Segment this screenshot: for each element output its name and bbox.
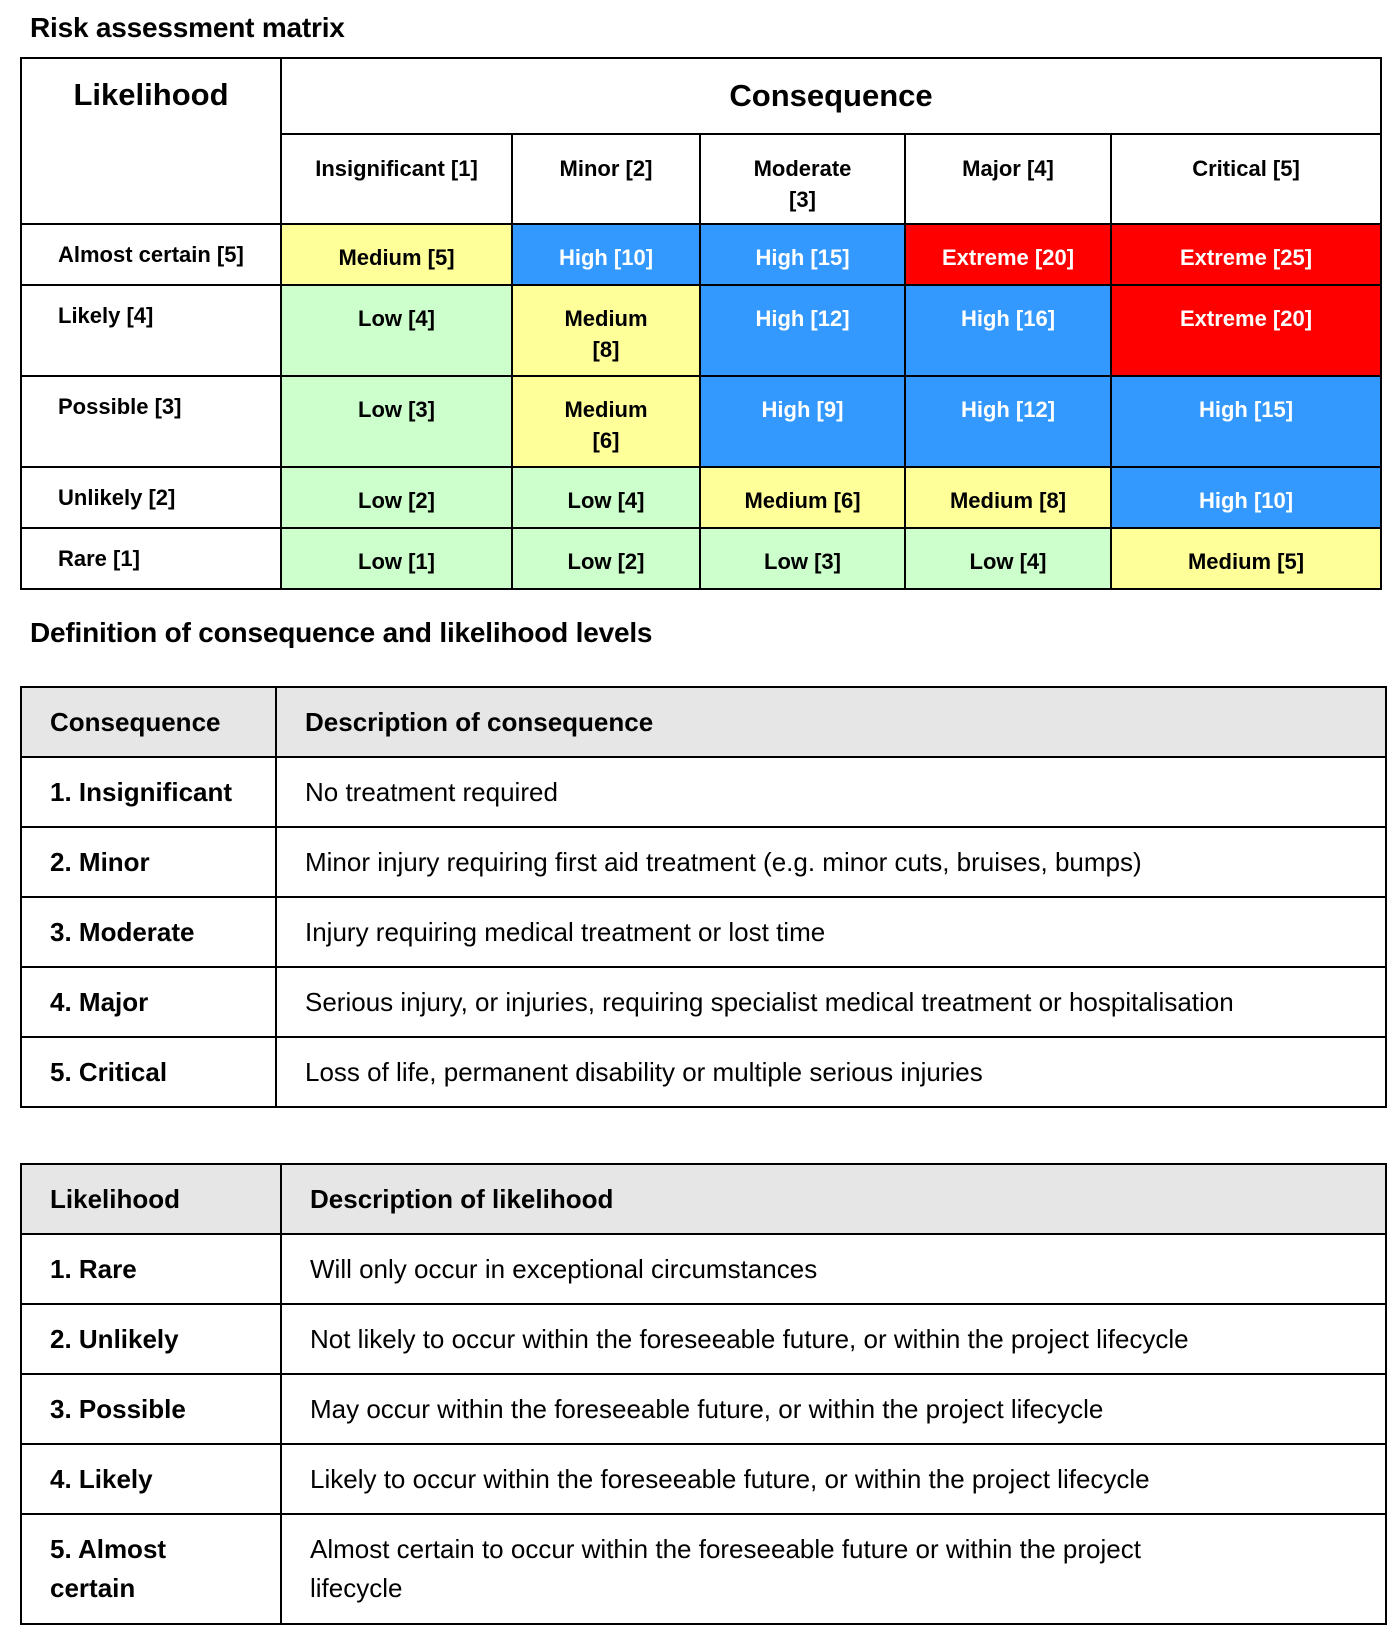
risk-cell-high — [905, 376, 1111, 467]
table-row — [21, 1514, 1386, 1624]
level-description-line1: Almost certain to occur within the foreseeable future or within the project — [310, 1534, 1141, 1564]
risk-cell-line1: High [12] — [960, 397, 1056, 422]
consequence-column-header — [700, 134, 905, 224]
level-name — [21, 757, 276, 827]
risk-cell-line1: Extreme [20] — [941, 245, 1075, 270]
table-row — [21, 1444, 1386, 1514]
matrix-row — [21, 376, 1381, 467]
likelihood-row-label: Possible [3] — [21, 376, 281, 467]
level-name-line1: 3. Moderate — [50, 916, 195, 947]
risk-cell-line1: Low [3] — [764, 549, 841, 574]
risk-cell-line1: Low [3] — [358, 397, 435, 422]
level-description — [276, 1037, 1386, 1107]
column-header-line1: Minor [2] — [559, 156, 653, 181]
risk-cell-line1: Medium — [564, 397, 648, 422]
risk-cell-line1: Medium — [564, 306, 648, 331]
level-name — [21, 967, 276, 1037]
risk-cell-medium — [700, 467, 905, 528]
likelihood-header: Likelihood — [21, 58, 281, 224]
likelihood-description-header: Description of likelihood — [281, 1164, 1386, 1234]
risk-cell-line1: High [15] — [1198, 397, 1294, 422]
level-name-line1: 5. Almost — [50, 1534, 167, 1564]
consequence-description-header: Description of consequence — [276, 687, 1386, 757]
level-name-line1: 2. Unlikely — [50, 1323, 179, 1354]
risk-cell-extreme — [905, 224, 1111, 285]
level-name-line1: 4. Major — [50, 986, 149, 1017]
risk-cell-medium — [1111, 528, 1381, 589]
risk-cell-medium — [281, 224, 512, 285]
level-description — [281, 1444, 1386, 1514]
level-name-line2: certain — [50, 1573, 136, 1603]
level-name-line1: 2. Minor — [50, 846, 150, 877]
level-description-line1: Likely to occur within the foreseeable future, or within the project lifecycle — [310, 1463, 1150, 1494]
level-name-line1: 5. Critical — [50, 1056, 168, 1087]
risk-cell-line1: Medium [6] — [744, 488, 861, 513]
risk-cell-low — [512, 467, 700, 528]
risk-cell-high — [700, 285, 905, 376]
column-header-line1: Moderate — [753, 156, 852, 181]
risk-cell-line1: Low [2] — [358, 488, 435, 513]
matrix-row — [21, 528, 1381, 589]
level-description — [276, 967, 1386, 1037]
table-row — [21, 1374, 1386, 1444]
column-header-line1: Major [4] — [962, 156, 1054, 181]
level-name — [21, 897, 276, 967]
level-description — [276, 827, 1386, 897]
likelihood-row-label: Likely [4] — [21, 285, 281, 376]
risk-cell-extreme — [1111, 285, 1381, 376]
table-row — [21, 897, 1386, 967]
risk-cell-line1: Low [2] — [567, 549, 645, 574]
risk-cell-high — [1111, 467, 1381, 528]
matrix-title: Risk assessment matrix — [30, 12, 345, 43]
level-name — [21, 1514, 281, 1624]
matrix-row — [21, 285, 1381, 376]
consequence-definition-table — [20, 686, 1387, 1108]
risk-cell-line1: High [12] — [755, 306, 850, 331]
level-name — [21, 1234, 281, 1304]
definitions-title: Definition of consequence and likelihood levels — [30, 617, 653, 648]
level-description-line1: No treatment required — [305, 776, 558, 807]
risk-cell-low — [281, 376, 512, 467]
matrix-row — [21, 467, 1381, 528]
table-row — [21, 1037, 1386, 1107]
risk-cell-line1: High [10] — [1198, 488, 1294, 513]
risk-cell-line1: Medium [5] — [338, 245, 455, 270]
risk-cell-low — [700, 528, 905, 589]
level-name-line1: 1. Rare — [50, 1253, 137, 1284]
level-name — [21, 1444, 281, 1514]
risk-cell-low — [281, 467, 512, 528]
risk-cell-high — [512, 224, 700, 285]
risk-matrix-table — [20, 57, 1382, 590]
risk-cell-line1: High [9] — [761, 397, 844, 422]
level-description-line1: Minor injury requiring first aid treatment (e.g. minor cuts, bruises, bumps) — [305, 846, 1142, 877]
likelihood-definition-table — [20, 1163, 1387, 1625]
risk-cell-low — [512, 528, 700, 589]
level-name-line1: 3. Possible — [50, 1393, 186, 1424]
risk-cell-line1: Medium [5] — [1187, 549, 1305, 574]
table-row — [21, 1234, 1386, 1304]
risk-cell-line1: Extreme [25] — [1179, 245, 1313, 270]
consequence-column-header — [1111, 134, 1381, 224]
risk-cell-line1: Low [4] — [969, 549, 1047, 574]
level-description — [281, 1374, 1386, 1444]
level-name — [21, 1304, 281, 1374]
table-row — [21, 827, 1386, 897]
likelihood-row-label: Almost certain [5] — [21, 224, 281, 285]
level-description — [281, 1514, 1386, 1624]
risk-cell-line2: [6] — [592, 428, 620, 453]
level-description — [276, 897, 1386, 967]
table-row — [21, 1304, 1386, 1374]
level-name — [21, 1374, 281, 1444]
risk-cell-medium — [512, 376, 700, 467]
risk-cell-high — [700, 376, 905, 467]
risk-cell-medium — [512, 285, 700, 376]
column-header-line1: Insignificant [1] — [315, 156, 478, 181]
risk-cell-high — [905, 285, 1111, 376]
level-description-line1: Loss of life, permanent disability or multiple serious injuries — [305, 1056, 983, 1087]
consequence-column-header — [905, 134, 1111, 224]
column-header-line1: Critical [5] — [1192, 156, 1300, 181]
risk-cell-line1: Extreme [20] — [1179, 306, 1313, 331]
level-description — [281, 1234, 1386, 1304]
table-row — [21, 757, 1386, 827]
risk-cell-low — [281, 528, 512, 589]
risk-cell-line1: Medium [8] — [949, 488, 1067, 513]
level-name-line1: 1. Insignificant — [50, 776, 233, 807]
risk-cell-high — [700, 224, 905, 285]
risk-cell-line1: High [15] — [755, 245, 850, 270]
risk-cell-extreme — [1111, 224, 1381, 285]
risk-cell-line1: High [10] — [558, 245, 654, 270]
level-description-line1: Injury requiring medical treatment or lost time — [305, 916, 826, 947]
level-description-line1: May occur within the foreseeable future, or within the project lifecycle — [310, 1393, 1104, 1424]
level-description-line2: lifecycle — [310, 1573, 403, 1603]
matrix-row — [21, 224, 1381, 285]
level-description — [276, 757, 1386, 827]
level-name-line1: 4. Likely — [50, 1463, 153, 1494]
level-description-line1: Serious injury, or injuries, requiring specialist medical treatment or hospitalisation — [305, 986, 1234, 1017]
risk-cell-low — [905, 528, 1111, 589]
consequence-column-header: Consequence — [21, 687, 276, 757]
risk-cell-medium — [905, 467, 1111, 528]
risk-cell-low — [281, 285, 512, 376]
risk-cell-line2: [8] — [592, 337, 620, 362]
risk-cell-line1: Low [4] — [358, 306, 435, 331]
risk-cell-high — [1111, 376, 1381, 467]
column-header-line2: [3] — [789, 187, 816, 212]
consequence-column-header — [281, 134, 512, 224]
level-name — [21, 827, 276, 897]
likelihood-column-header: Likelihood — [21, 1164, 281, 1234]
level-name — [21, 1037, 276, 1107]
consequence-column-header — [512, 134, 700, 224]
level-description-line1: Not likely to occur within the foreseeable future, or within the project lifecycle — [310, 1323, 1189, 1354]
level-description-line1: Will only occur in exceptional circumstances — [310, 1253, 818, 1284]
likelihood-row-label: Unlikely [2] — [21, 467, 281, 528]
likelihood-row-label: Rare [1] — [21, 528, 281, 589]
risk-cell-line1: High [16] — [960, 306, 1056, 331]
risk-cell-line1: Low [1] — [358, 549, 435, 574]
risk-cell-line1: Low [4] — [567, 488, 645, 513]
table-row — [21, 967, 1386, 1037]
consequence-header: Consequence — [281, 58, 1381, 134]
level-description — [281, 1304, 1386, 1374]
